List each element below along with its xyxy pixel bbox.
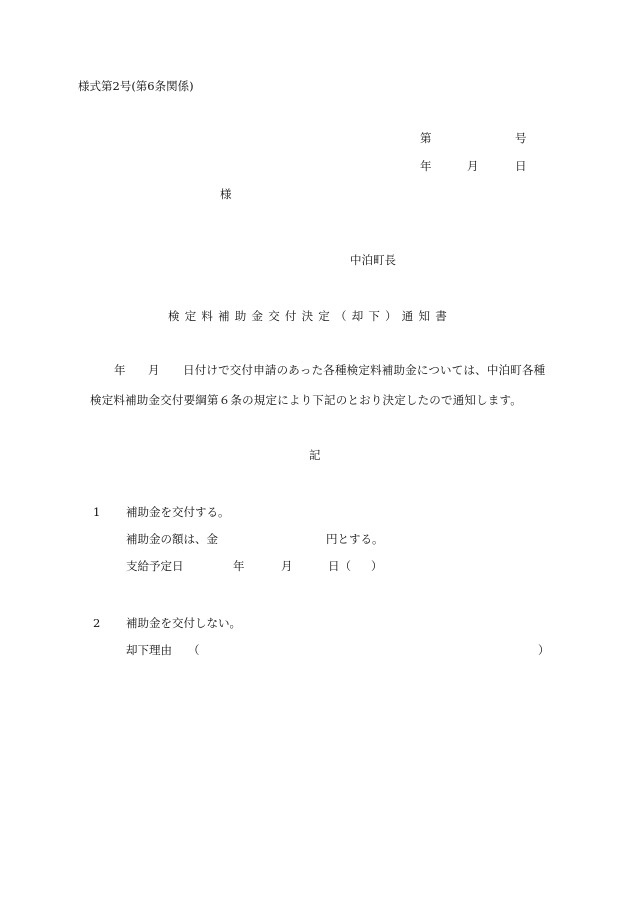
document-title: 検定料補助金交付決定（却下）通知書 [168, 309, 452, 323]
rejection-open-paren: （ [188, 643, 200, 657]
payment-month: 月 [281, 559, 293, 573]
item-2-text: 補助金を交付しない。 [126, 616, 241, 630]
payment-day: 日（ [328, 559, 351, 573]
number-suffix: 号 [515, 131, 527, 145]
payment-close-paren: ） [371, 559, 383, 573]
body-month: 月 [148, 363, 160, 377]
rejection-reason-label: 却下理由 [126, 643, 172, 657]
header-month: 月 [467, 159, 479, 173]
amount-suffix: 円とする。 [326, 532, 384, 546]
amount-label: 補助金の額は、金 [126, 532, 218, 546]
item-1-text: 補助金を交付する。 [126, 505, 230, 519]
number-prefix: 第 [420, 131, 432, 145]
item-2-number: 2 [93, 616, 101, 630]
body-line-2: 検定料補助金交付要綱第６条の規定により下記のとおり決定したので通知します。 [90, 393, 522, 407]
payment-date-label: 支給予定日 [126, 559, 184, 573]
rejection-close-paren: ） [538, 643, 550, 657]
ki-heading: 記 [309, 448, 321, 462]
payment-year: 年 [233, 559, 245, 573]
addressee-suffix: 様 [220, 187, 232, 201]
header-year: 年 [420, 159, 432, 173]
form-label: 様式第2号(第6条関係) [78, 79, 194, 93]
body-line-1: 日付けで交付申請のあった各種検定料補助金については、中泊町各種 [183, 363, 546, 377]
item-1-number: 1 [93, 505, 101, 519]
body-year: 年 [114, 363, 126, 377]
sender: 中泊町長 [350, 253, 396, 267]
header-day: 日 [515, 159, 527, 173]
